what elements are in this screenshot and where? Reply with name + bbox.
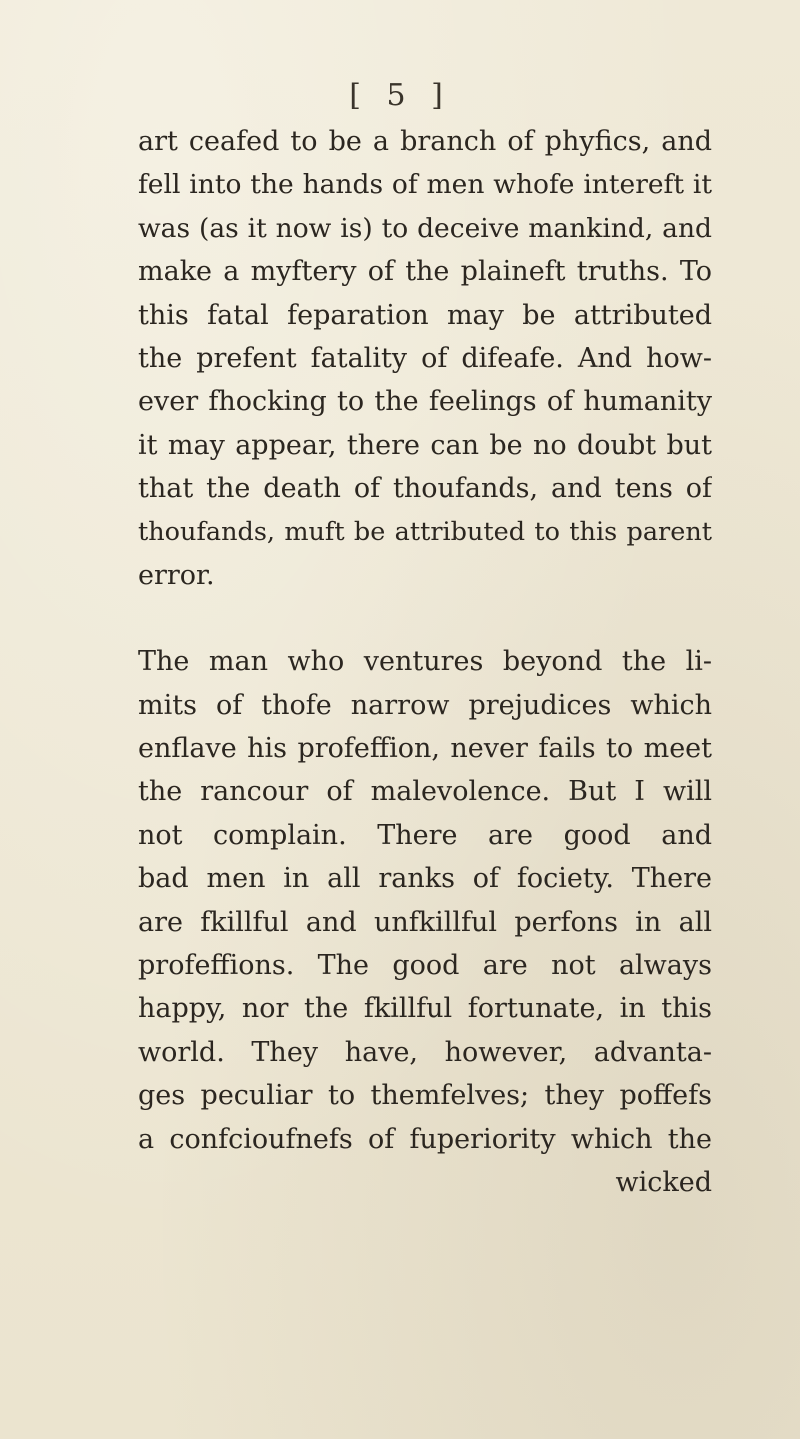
text-line: not complain. There are good and [138,819,712,851]
text-line: fell into the hands of men whofe intereft it [138,169,712,201]
text-line: make a myftery of the plaineft truths. To [138,256,712,288]
text-line: thoufands, muft be attributed to this parent [138,516,712,547]
text-line: art ceafed to be a branch of phyfics, and [138,126,712,157]
text-line: mits of thofe narrow prejudices which [138,689,712,721]
text-line: the rancour of malevolence. But I will [138,776,712,808]
text-line: it may appear, there can be no doubt but [138,429,712,461]
text-line: a confcioufnefs of fuperiority which the [138,1123,712,1155]
text-line: The man who ventures beyond the li- [138,646,712,678]
paragraph-gap [138,597,712,640]
text-line: enflave his profeffion, never fails to meet [138,733,712,765]
text-line: happy, nor the fkillful fortunate, in this [138,993,712,1025]
text-line: ges peculiar to themfelves; they poffefs [138,1080,712,1112]
text-line: that the death of thoufands, and tens of [138,473,712,505]
text-line: error. [138,559,215,591]
text-line: world. They have, however, advanta- [138,1036,712,1068]
text-line: are fkillful and unfkillful perfons in all [138,906,712,938]
text-line: was (as it now is) to deceive mankind, and [138,212,712,244]
text-line: this fatal feparation may be attributed [138,299,712,331]
text-line: profeffions. The good are not always [138,950,712,982]
page-text [138,120,712,1204]
catchword: wicked [615,1166,712,1198]
page-number: [ 5 ] [349,78,451,113]
text-line: the prefent fatality of difeafe. And how- [138,342,712,374]
text-line: ever fhocking to the feelings of humanity [138,386,712,418]
text-line: bad men in all ranks of fociety. There [138,863,712,895]
paragraph-1 [138,120,712,597]
paragraph-2 [138,640,712,1204]
